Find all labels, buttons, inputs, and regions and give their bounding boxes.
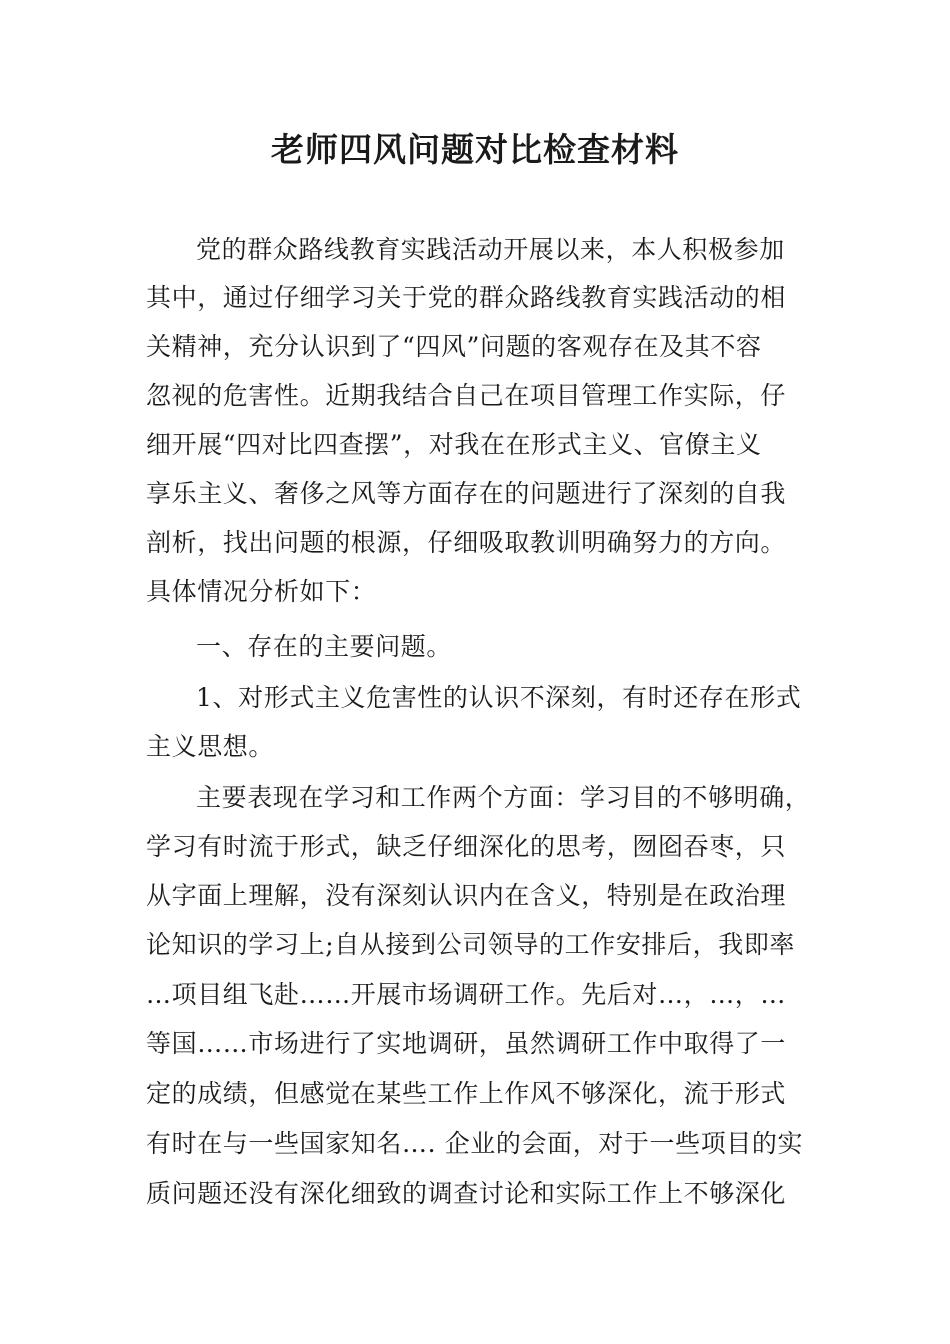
section-heading: 一、存在的主要问题。 [196,632,453,661]
paragraph-line: 关精神，充分认识到了“四风”问题的客观存在及其不容 [146,332,762,361]
paragraph-line: 从字面上理解，没有深刻认识内在含义，特别是在政治理 [146,881,787,910]
paragraph-line: 忽视的危害性。近期我结合自己在项目管理工作实际，仔 [146,381,787,410]
paragraph-line: 主要表现在学习和工作两个方面：学习目的不够明确， [196,783,811,812]
paragraph-line: 其中，通过仔细学习关于党的群众路线教育实践活动的相 [146,283,787,312]
paragraph-line: 等国……市场进行了实地调研，虽然调研工作中取得了一 [146,1029,787,1058]
paragraph-line: 剖析，找出问题的根源，仔细吸取教训明确努力的方向。 [146,528,787,557]
paragraph-line: 学习有时流于形式，缺乏仔细深化的思考，囫囵吞枣，只 [146,832,787,861]
document-title: 老师四风问题对比检查材料 [271,130,679,169]
paragraph-line: 细开展“四对比四查摆”，对我在在形式主义、官僚主义 [146,430,762,459]
paragraph-line: 质问题还没有深化细致的调查讨论和实际工作上不够深化 [146,1179,787,1208]
paragraph-line: 有时在与一些国家知名…. 企业的会面，对于一些项目的实 [146,1129,804,1158]
paragraph-line: …项目组飞赴……开展市场调研工作。先后对…，…，… [146,980,787,1009]
subheading-line: 主义思想。 [146,732,275,761]
paragraph-line: 享乐主义、奢侈之风等方面存在的问题进行了深刻的自我 [146,479,787,508]
paragraph-line: 定的成绩，但感觉在某些工作上作风不够深化，流于形式 [146,1079,787,1108]
subheading-line: 1、对形式主义危害性的认识不深刻，有时还存在形式 [196,683,802,712]
paragraph-line: 党的群众路线教育实践活动开展以来，本人积极参加 [196,235,785,264]
paragraph-line: 具体情况分析如下： [146,577,377,606]
paragraph-line: 论知识的学习上;自从接到公司领导的工作安排后，我即率 [146,930,796,959]
